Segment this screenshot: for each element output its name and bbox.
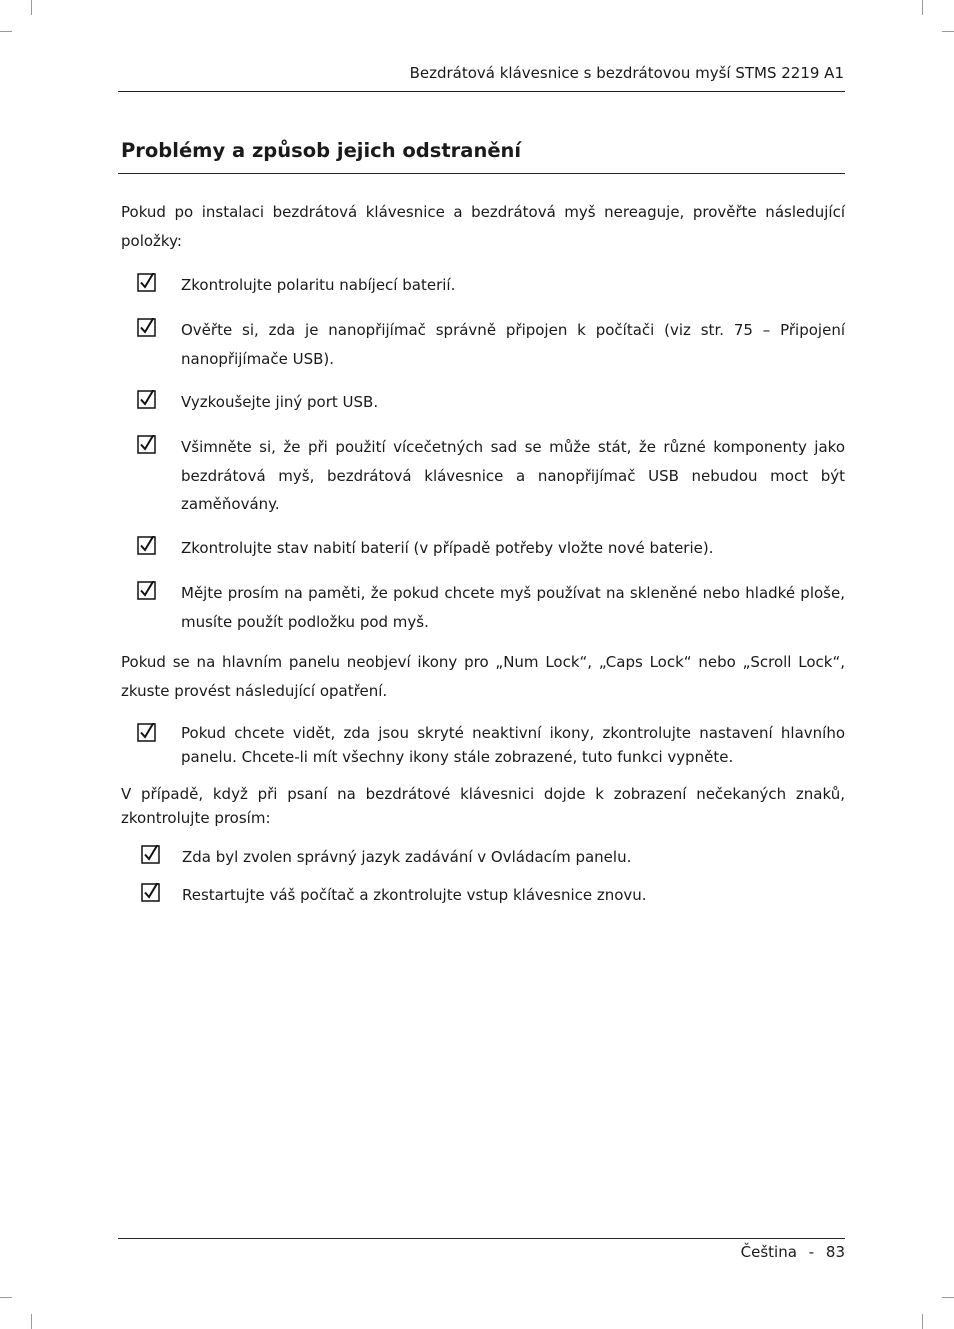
checklist-item	[137, 316, 845, 373]
checklist-item-text: Zkontrolujte stav nabití baterií (v případě potřeby vložte nové baterie).	[181, 539, 714, 557]
checklist-item-text: Ověřte si, zda je nanopřijímač správně připojen k počítači (viz str. 75 – Připojení nanopřijímače USB).	[181, 321, 845, 368]
checklist-item-text: Vyzkoušejte jiný port USB.	[181, 393, 379, 411]
checklist-item-text: Restartujte váš počítač a zkontrolujte vstup klávesnice znovu.	[182, 886, 647, 904]
checklist-item-text: Pokud chcete vidět, zda jsou skryté neaktivní ikony, zkontrolujte nastavení hlavního panelu. Chcete-li mít všechny ikony stále zobrazené, tuto funkci vypněte.	[181, 724, 845, 766]
section-title: Problémy a způsob jejich odstranění	[121, 139, 522, 162]
intro-paragraph: Pokud se na hlavním panelu neobjeví ikony pro „Num Lock“, „Caps Lock“ nebo „Scroll Lock“, zkuste provést následující opatření.	[121, 653, 845, 700]
page-number: 83	[825, 1243, 845, 1261]
checked-box-icon	[137, 318, 156, 337]
checked-box-icon	[137, 435, 156, 454]
checklist-item	[137, 433, 845, 519]
checked-box-icon	[137, 581, 156, 600]
checklist-item-text: Všimněte si, že při použití vícečetných sad se může stát, že různé komponenty jako bezdrátová myš, bezdrátová klávesnice a nanopřijímač USB nebudou moct být zaměňovány.	[181, 438, 845, 513]
checklist-item	[137, 388, 845, 417]
crop-mark	[0, 31, 12, 32]
checked-box-icon	[137, 273, 156, 292]
header-rule	[118, 91, 845, 92]
crop-mark	[31, 0, 32, 15]
checklist-item-text: Mějte prosím na paměti, že pokud chcete myš používat na skleněné nebo hladké ploše, musíte použít podložku pod myš.	[181, 584, 845, 631]
running-header: Bezdrátová klávesnice s bezdrátovou myší STMS 2219 A1	[409, 64, 844, 82]
intro-paragraph: V případě, když při psaní na bezdrátové klávesnici dojde k zobrazení nečekaných znaků, zkontrolujte prosím:	[121, 785, 845, 827]
checklist-item	[137, 579, 845, 636]
checklist-item	[137, 271, 845, 300]
checklist-item	[141, 843, 845, 872]
crop-mark	[31, 1314, 32, 1329]
crop-mark	[922, 0, 923, 15]
footer-separator: -	[808, 1243, 815, 1261]
checked-box-icon	[137, 536, 156, 555]
checked-box-icon	[141, 883, 160, 902]
title-rule	[118, 173, 845, 174]
checked-box-icon	[141, 845, 160, 864]
checked-box-icon	[137, 390, 156, 409]
checklist-item	[137, 534, 845, 563]
intro-paragraph: Pokud po instalaci bezdrátová klávesnice a bezdrátová myš nereaguje, prověřte následující položky:	[121, 203, 845, 250]
crop-mark	[942, 1297, 954, 1298]
crop-mark	[922, 1314, 923, 1329]
checklist-item-text: Zkontrolujte polaritu nabíjecí baterií.	[181, 276, 456, 294]
checked-box-icon	[137, 723, 156, 742]
page-footer	[741, 1243, 845, 1261]
checklist-item-text: Zda byl zvolen správný jazyk zadávání v Ovládacím panelu.	[182, 848, 632, 866]
checklist-item	[137, 721, 845, 769]
footer-rule	[118, 1238, 845, 1239]
checklist-item	[141, 881, 845, 910]
footer-language: Čeština	[740, 1243, 797, 1261]
crop-mark	[0, 1297, 12, 1298]
crop-mark	[942, 31, 954, 32]
